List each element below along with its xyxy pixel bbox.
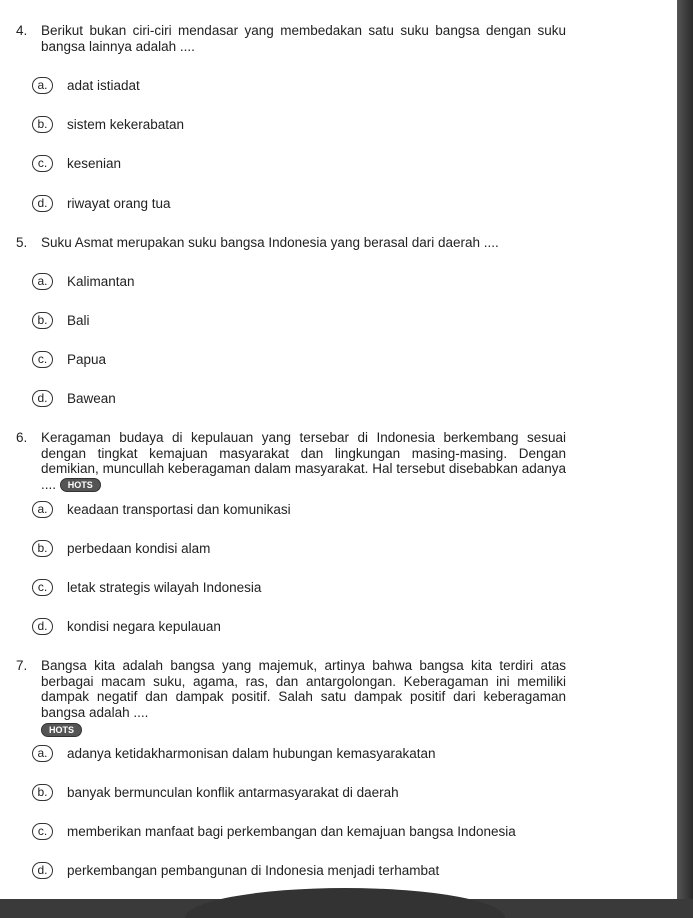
option-7d[interactable] [32,860,439,880]
option-text: adat istiadat [67,77,140,93]
hots-badge: HOTS [60,478,101,492]
option-letter: b. [32,312,53,329]
option-text: banyak bermunculan konflik antarmasyarakat di daerah [67,784,399,800]
option-letter: c. [32,823,53,840]
option-5d[interactable] [32,388,116,408]
option-text: riwayat orang tua [67,195,171,211]
question-4 [16,23,566,54]
option-text: kesenian [67,155,122,171]
question-number: 5. [16,235,28,250]
option-6d[interactable] [32,616,221,636]
question-6 [16,430,566,492]
option-4b[interactable] [32,114,184,134]
option-letter: c. [32,579,53,596]
option-4d[interactable] [32,193,171,213]
question-text: Suku Asmat merupakan suku bangsa Indonesia yang berasal dari daerah .... [41,235,499,250]
option-4c[interactable] [32,153,121,173]
option-5c[interactable] [32,349,106,369]
option-4a[interactable] [32,75,140,95]
option-text: letak strategis wilayah Indonesia [67,579,262,595]
option-text: perbedaan kondisi alam [67,540,211,556]
option-6c[interactable] [32,577,261,597]
option-text: Bawean [67,390,116,406]
question-5 [16,235,566,251]
option-letter: b. [32,540,53,557]
option-5a[interactable] [32,271,135,291]
option-6a[interactable] [32,499,291,519]
question-text: Berikut bukan ciri-ciri mendasar yang membedakan satu suku bangsa dengan suku bangsa lainnya adalah .... [41,23,566,54]
question-body: Keragaman budaya di kepulauan yang tersebar di Indonesia berkembang sesuai dengan tingkat kemajuan masyarakat dan lingkungan masing-masing. Dengan demikian, muncullah keberagaman dalam masyarakat. Hal tersebut disebabkan adanya .... [41,430,566,492]
option-7b[interactable] [32,782,399,802]
option-letter: c. [32,351,53,368]
question-7 [16,658,566,738]
question-text: Bangsa kita adalah bangsa yang majemuk, artinya bahwa bangsa kita terdiri atas berbagai macam suku, agama, ras, dan antargolongan. Keberagaman ini memiliki dampak negatif dan dampak positif. Salah satu dampak positif dari keberagaman bangsa adalah .... [41,658,566,720]
question-number: 6. [16,430,28,445]
option-7a[interactable] [32,743,436,763]
option-6b[interactable] [32,538,210,558]
option-7c[interactable] [32,821,516,841]
option-text: sistem kekerabatan [67,116,185,132]
question-text [41,430,566,492]
option-letter: c. [32,155,53,172]
option-text: Bali [67,312,90,328]
option-letter: d. [32,390,53,407]
option-letter: b. [32,116,53,133]
hots-badge: HOTS [41,723,82,737]
option-text: memberikan manfaat bagi perkembangan dan kemajuan bangsa Indonesia [67,823,516,839]
option-text: keadaan transportasi dan komunikasi [67,501,291,517]
option-text: perkembangan pembangunan di Indonesia menjadi terhambat [67,862,440,878]
scrollbar-edge [677,0,693,899]
option-text: Papua [67,351,107,367]
option-letter: a. [32,273,53,290]
option-letter: a. [32,745,53,762]
option-letter: d. [32,618,53,635]
question-number: 7. [16,658,28,673]
option-text: Kalimantan [67,273,135,289]
option-letter: a. [32,501,53,518]
question-number: 4. [16,23,28,38]
option-letter: b. [32,784,53,801]
option-letter: d. [32,862,53,879]
option-text: adanya ketidakharmonisan dalam hubungan kemasyarakatan [67,745,436,761]
bottom-overlay-bar [185,888,505,918]
option-letter: a. [32,77,53,94]
option-5b[interactable] [32,310,90,330]
option-letter: d. [32,195,53,212]
option-text: kondisi negara kepulauan [67,618,221,634]
